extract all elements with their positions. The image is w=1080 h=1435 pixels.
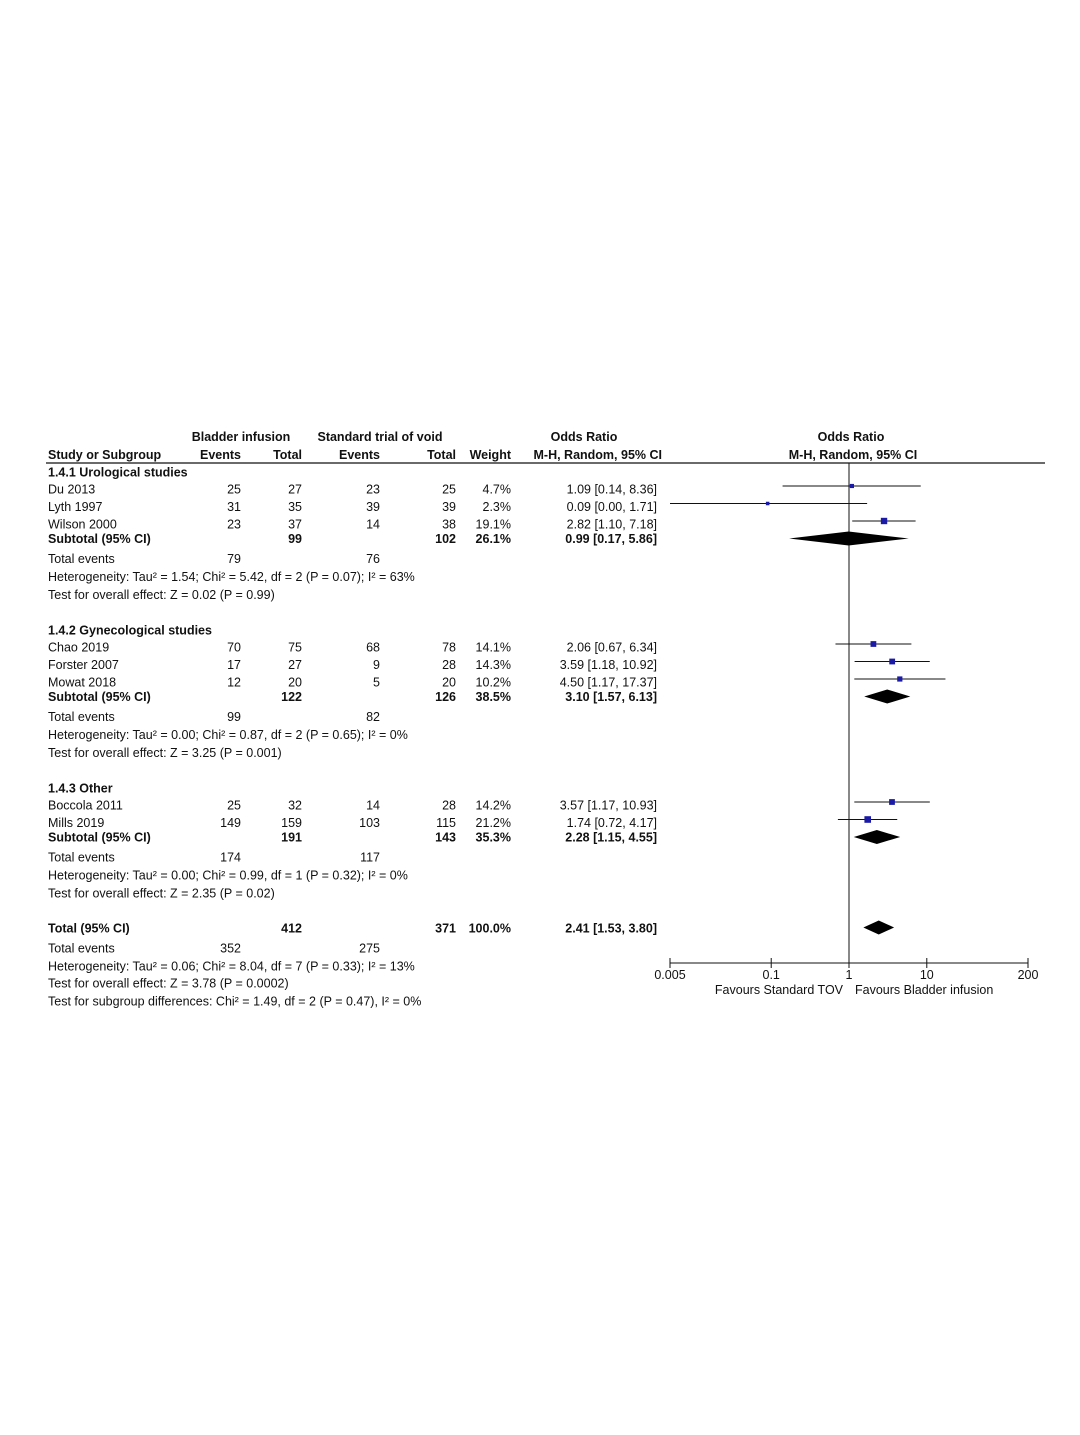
x-axis-tick-label: 0.005 [654,968,686,982]
study-point-marker [850,484,854,488]
study-total2: 25 [442,482,456,497]
study-events2: 23 [366,482,380,497]
study-events1: 149 [220,816,241,830]
header-events2: Events [339,448,380,462]
total-events-label: Total events [48,710,115,724]
study-total1: 32 [288,798,302,813]
study-total2: 28 [442,798,456,813]
study-name: Lyth 1997 [48,500,103,514]
total-diamond [863,921,894,935]
study-weight: 14.1% [475,640,511,655]
study-events2: 14 [366,517,380,532]
study-point-marker [889,659,895,665]
study-point-marker [871,641,877,647]
subtotal-diamond [864,690,910,704]
study-ci-text: 3.59 [1.18, 10.92] [559,658,657,672]
total-events1: 99 [227,710,241,724]
total-events2: 76 [366,552,380,566]
study-events2: 9 [373,658,380,672]
subtotal-total1: 99 [288,532,302,546]
total-ci-text: 2.41 [1.53, 3.80] [565,921,657,936]
total-total1: 412 [281,921,302,936]
total-events1: 352 [220,941,241,956]
study-events1: 31 [227,500,241,514]
study-total1: 20 [288,675,302,690]
overall-effect-text: Test for overall effect: Z = 3.25 (P = 0.001) [48,746,282,760]
study-events1: 25 [227,482,241,497]
subtotal-total1: 191 [281,830,302,845]
study-point-marker [889,799,895,805]
total-label: Total (95% CI) [48,921,130,936]
study-name: Du 2013 [48,482,96,497]
x-axis-tick-label: 10 [919,968,934,982]
study-total2: 78 [442,640,456,655]
total-heterogeneity-text: Heterogeneity: Tau² = 0.06; Chi² = 8.04, df = 7 (P = 0.33); I² = 13% [48,959,415,974]
study-name: Mills 2019 [48,816,105,830]
study-point-marker [766,502,770,506]
subtotal-label: Subtotal (95% CI) [48,830,151,845]
study-ci-text: 1.74 [0.72, 4.17] [566,816,657,830]
subtotal-weight: 26.1% [475,532,511,546]
heterogeneity-text: Heterogeneity: Tau² = 0.00; Chi² = 0.87, df = 2 (P = 0.65); I² = 0% [48,728,408,742]
total-total2: 371 [435,921,456,936]
header-group1: Bladder infusion [191,430,291,444]
total-events1: 174 [220,850,241,865]
study-weight: 10.2% [475,675,511,690]
study-weight: 19.1% [475,517,511,532]
study-events2: 14 [366,798,380,813]
study-weight: 21.2% [475,816,511,830]
total-events1: 79 [227,552,241,566]
subtotal-label: Subtotal (95% CI) [48,532,151,546]
subtotal-total2: 143 [435,830,456,845]
study-events1: 12 [227,675,241,690]
study-events2: 5 [373,675,380,690]
study-total2: 20 [442,675,456,690]
total-events-label: Total events [48,552,115,566]
overall-effect-text: Test for overall effect: Z = 2.35 (P = 0.02) [48,886,275,901]
study-point-marker [864,816,871,823]
subgroup-differences-text: Test for subgroup differences: Chi² = 1.49, df = 2 (P = 0.47), I² = 0% [48,994,422,1009]
study-events2: 103 [359,816,380,830]
study-total2: 38 [442,517,456,532]
study-ci-text: 0.09 [0.00, 1.71] [566,500,657,514]
study-ci-text: 3.57 [1.17, 10.93] [559,798,657,813]
overall-effect-text: Test for overall effect: Z = 0.02 (P = 0.99) [48,588,275,602]
subtotal-diamond [854,830,900,844]
total-events2: 275 [359,941,380,956]
subtotal-diamond [789,532,909,546]
study-ci-text: 1.09 [0.14, 8.36] [566,482,657,497]
total-overall-effect-text: Test for overall effect: Z = 3.78 (P = 0.0002) [48,976,289,991]
study-point-marker [881,518,887,524]
study-total1: 27 [288,482,302,497]
total-events-label: Total events [48,941,115,956]
total-weight: 100.0% [468,921,511,936]
study-name: Wilson 2000 [48,517,117,532]
study-name: Boccola 2011 [48,798,123,813]
study-ci-text: 4.50 [1.17, 17.37] [559,675,657,690]
study-weight: 14.3% [475,658,511,672]
subtotal-weight: 38.5% [475,690,511,704]
study-total1: 35 [288,500,302,514]
header-odds-ratio: Odds Ratio [550,430,618,444]
study-weight: 2.3% [482,500,511,514]
heterogeneity-text: Heterogeneity: Tau² = 0.00; Chi² = 0.99, df = 1 (P = 0.32); I² = 0% [48,868,408,883]
total-events2: 82 [366,710,380,724]
study-total1: 27 [288,658,302,672]
subtotal-ci-text: 0.99 [0.17, 5.86] [565,532,657,546]
study-weight: 4.7% [482,482,511,497]
subgroup-title: 1.4.2 Gynecological studies [48,623,212,638]
header-events1: Events [200,448,241,462]
header-plot-method: M-H, Random, 95% CI [788,448,918,462]
subtotal-label: Subtotal (95% CI) [48,690,151,704]
study-name: Forster 2007 [48,658,119,672]
header-plot-odds-ratio: Odds Ratio [817,430,885,444]
study-events1: 25 [227,798,241,813]
subtotal-total1: 122 [281,690,302,704]
study-total2: 115 [436,816,456,830]
study-name: Mowat 2018 [48,675,117,690]
favours-left-label: Favours Standard TOV [714,983,843,997]
study-total1: 159 [281,816,302,830]
study-total2: 28 [442,658,456,672]
subtotal-total2: 102 [435,532,456,546]
subgroup-title: 1.4.3 Other [48,781,113,796]
header-group2: Standard trial of void [317,430,443,444]
study-total1: 75 [288,640,302,655]
heterogeneity-text: Heterogeneity: Tau² = 1.54; Chi² = 5.42, df = 2 (P = 0.07); I² = 63% [48,570,415,584]
study-weight: 14.2% [475,798,511,813]
header-total2: Total [427,448,456,462]
header-weight: Weight [469,448,511,462]
subgroup-title: 1.4.1 Urological studies [48,465,188,480]
study-total1: 37 [288,517,302,532]
study-point-marker [897,676,902,681]
total-events-label: Total events [48,850,115,865]
x-axis-tick-label: 1 [845,968,853,982]
x-axis-tick-label: 200 [1017,968,1039,982]
study-total2: 39 [442,500,456,514]
study-events1: 23 [227,517,241,532]
x-axis-tick-label: 0.1 [762,968,780,982]
study-ci-text: 2.82 [1.10, 7.18] [566,517,657,532]
study-name: Chao 2019 [48,640,110,655]
header-total1: Total [273,448,302,462]
header-study: Study or Subgroup [48,448,162,462]
favours-right-label: Favours Bladder infusion [855,983,994,997]
study-events1: 70 [227,640,241,655]
study-events2: 68 [366,640,380,655]
subtotal-weight: 35.3% [475,830,511,845]
study-events2: 39 [366,500,380,514]
subtotal-ci-text: 2.28 [1.15, 4.55] [565,830,657,845]
header-method: M-H, Random, 95% CI [533,448,662,462]
total-events2: 117 [360,850,380,865]
study-ci-text: 2.06 [0.67, 6.34] [566,640,657,655]
subtotal-ci-text: 3.10 [1.57, 6.13] [565,690,657,704]
subtotal-total2: 126 [435,690,456,704]
study-events1: 17 [227,658,241,672]
